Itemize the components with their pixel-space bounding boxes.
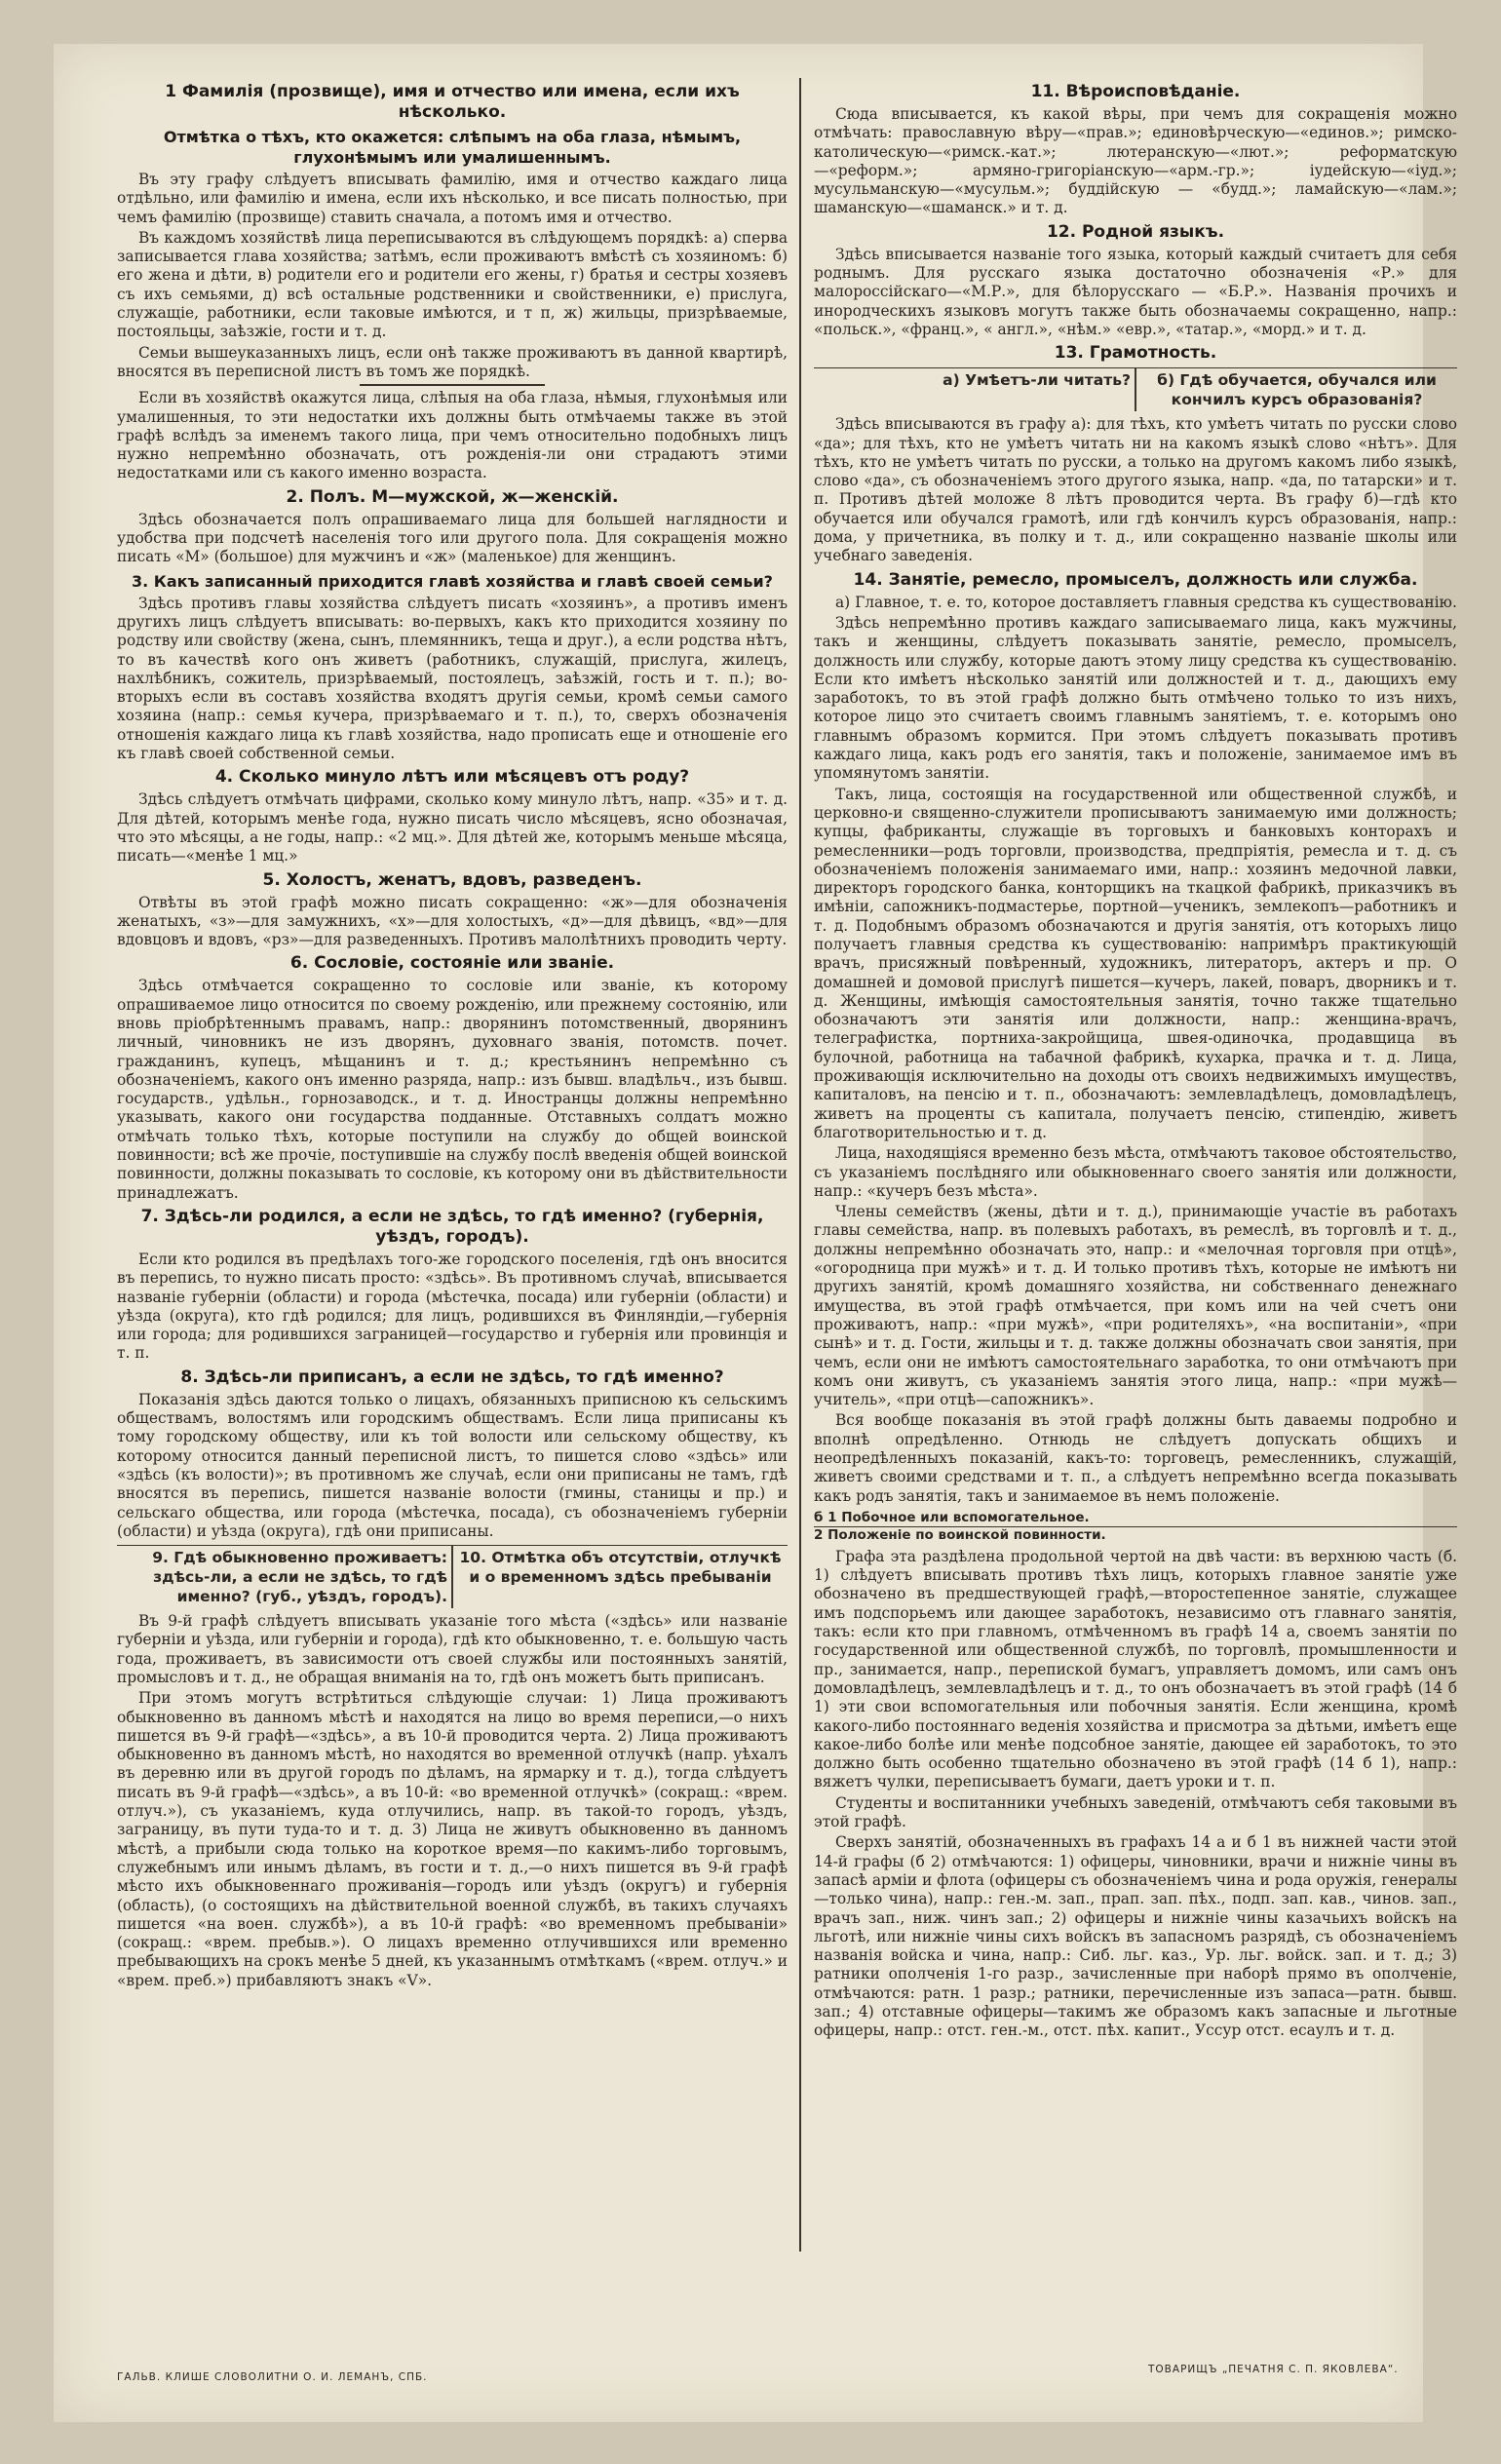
paragraph-14a: а) Главное, т. е. то, которое доставляетъ главныя средства къ существованію.	[835, 593, 1457, 611]
heading-1b: Отмѣтка о тѣхъ, кто окажется: слѣпымъ на оба глаза, нѣмымъ, глухонѣмымъ или умалишеннымъ.	[163, 128, 742, 167]
paragraph: Графа эта раздѣлена продольной чертой на двѣ части: въ верхнюю часть (б. 1) слѣдуетъ вписывать противъ тѣхъ лицъ, которыхъ главное занятіе уже обозначено въ предшествующей графѣ,—второстепенное занятіе, служащее имъ подспорьемъ или дающее заработокъ, независимо отъ главнаго занятія, такъ: если кто при главномъ, отмѣченномъ въ графѣ 14 а, своемъ занятіи по государственной или общественной службѣ, по торговлѣ, промышленности и пр., занимается, напр., перепиской бумагъ, управляетъ домомъ, или самъ онъ домовладѣлецъ, землевладѣлецъ и т. д., то онъ обозначаетъ въ этой графѣ (14 б 1) эти свои вспомогательныя или побочныя занятія. Если женщина, кромѣ какого-либо постояннаго веденія хозяйства и присмотра за дѣтьми, имѣетъ еще какое-либо болѣе или менѣе подсобное занятіе, дающее ей заработокъ, то это должно быть особенно тщательно обозначено въ этой графѣ (14 б 1), напр.: вяжетъ чулки, переписываетъ бумаги, даетъ уроки и т. п.	[814, 1547, 1457, 1791]
heading-2: 2. Полъ. М—мужской, ж—женскій.	[286, 486, 619, 507]
paragraph: Здѣсь вписываются въ графу а): для тѣхъ, кто умѣетъ читать по русски слово «да»; для тѣхъ, кто не умѣетъ читать ни на какомъ языкѣ слово «нѣтъ». Для тѣхъ, кто не умѣетъ читать по русски, а только на другомъ какомъ либо языкѣ, слово «да», съ обозначеніемъ этого другого языка, напр. «да, по татарски» и т. п. Противъ дѣтей моложе 8 лѣтъ проводится черта. Въ графу б)—гдѣ кто обучается или обучался грамотѣ, или гдѣ кончилъ курсъ образованія, напр.: дома, у причетника, въ полку и т. д., или сокращенно названіе школы или учебнаго заведенія.	[814, 415, 1457, 565]
paragraph: Здѣсь вписывается названіе того языка, который каждый считаетъ для себя роднымъ. Для русскаго языка достаточно обозначенія «Р.» для малороссійскаго—«М.Р.», для бѣлорусскаго — «Б.Р.». Названія прочихъ и инородческихъ языковъ могутъ также быть обозначаемы сокращенно, напр.: «польск.», «франц.», « англ.», «нѣм.» «евр.», «татар.», «морд.» и т. д.	[814, 245, 1457, 338]
paragraph: Сверхъ занятій, обозначенныхъ въ графахъ 14 а и б 1 въ нижней части этой 14-й графы (б 2) отмѣчаются: 1) офицеры, чиновники, врачи и нижніе чины въ запасѣ арміи и флота (офицеры съ обозначеніемъ чина и рода оружія, генералы—только чина), напр.: ген.-м. зап., прап. зап. пѣх., подп. зап. кав., чинов. зап., врачъ зап., ниж. чинъ зап.; 2) офицеры и нижніе чины казачьихъ войскъ на льготѣ, или нижніе чины сихъ войскъ въ запасномъ разрядѣ, съ обозначеніемъ названія войска и чина, напр.: Сиб. льг. каз., Ур. льг. войск. зап. и т. д.; 3) ратники ополченія 1-го разр., зачисленные при наборѣ прямо въ ополченіе, отмѣчаются: ратн. 1 разр.; ратники, перечисленные изъ запаса—ратн. бывш. зап.; 4) отставные офицеры—такимъ же образомъ какъ запасные и льготные офицеры, напр.: отст. ген.-м., отст. пѣх. капит., Уссур отст. есаулъ и т. д.	[814, 1833, 1457, 2040]
paragraph: Отвѣты въ этой графѣ можно писать сокращенно: «ж»—для обозначенія женатыхъ, «з»—для замужнихъ, «х»—для холостыхъ, «д»—для дѣвицъ, «вд»—для вдовцовъ и вдовъ, «рз»—для разведенныхъ. Противъ малолѣтнихъ проводить черту.	[117, 893, 788, 949]
paragraph: Въ каждомъ хозяйствѣ лица переписываются въ слѣдующемъ порядкѣ: а) сперва записывается глава хозяйства; затѣмъ, если проживаютъ вмѣстѣ съ хозяиномъ: б) его жена и дѣти, в) родители его и родители его жены, г) братья и сестры хозяевъ съ ихъ семьями, д) всѣ остальные родственники и свойственники, е) прислуга, служащіе, работники, если таковые имѣются, и т п, ж) жильцы, призрѣваемые, постояльцы, заѣзжіе, гости и т. д.	[117, 228, 788, 341]
paragraph: Здѣсь непремѣнно противъ каждаго записываемаго лица, какъ мужчины, такъ и женщины, слѣдуетъ показывать занятіе, ремесло, промыселъ, должность или службу, которые даютъ этому лицу средства къ существованію. Если кто имѣетъ нѣсколько занятій или должностей и т. д., дающихъ ему заработокъ, то въ этой графѣ должно быть отмѣчено только то изъ нихъ, которое лицо это считаетъ своимъ главнымъ занятіемъ, т. е. которымъ оно главнымъ образомъ кормится. При этомъ слѣдуетъ показывать противъ каждаго лица, какъ родъ его занятія, такъ и положеніе, занимаемое имъ въ упомянутомъ занятіи.	[814, 613, 1457, 783]
heading-4: 4. Сколько минуло лѣтъ или мѣсяцевъ отъ роду?	[214, 767, 690, 788]
subheadings-b	[814, 1510, 1457, 1544]
column-divider	[799, 78, 801, 2252]
paragraph: Здѣсь обозначается полъ опрашиваемаго лица для большей наглядности и удобства при подсчетѣ населенія того или другого пола. Для сокращенія можно писать «М» (большое) для мужчинъ и «ж» (маленькое) для женщинъ.	[117, 510, 788, 566]
heading-b1: б 1 Побочное или вспомогательное.	[814, 1509, 1090, 1525]
heading-9: 9. Гдѣ обыкновенно проживаетъ: здѣсь-ли, а если не здѣсь, то гдѣ именно? (губ., уѣздъ, городъ).	[117, 1546, 453, 1608]
heading-13: 13. Грамотность.	[1054, 343, 1217, 364]
heading-11: 11. Вѣроисповѣданіе.	[1030, 82, 1241, 101]
heading-1: 1 Фамилія (прозвище), имя и отчество или имена, если ихъ нѣсколько.	[165, 82, 740, 122]
paragraph: Семьи вышеуказанныхъ лицъ, если онѣ также проживаютъ въ данной квартирѣ, вносятся въ переписной листъ въ томъ же порядкѣ.	[117, 343, 788, 380]
heading-14: 14. Занятіе, ремесло, промыселъ, должность или служба.	[853, 569, 1418, 590]
heading-12: 12. Родной языкъ.	[1046, 221, 1225, 242]
paragraph: Въ эту графу слѣдуетъ вписывать фамилію, имя и отчество каждаго лица отдѣльно, или фамилію и имена, если ихъ нѣсколько, и все писать полностью, при чемъ фамилію (прозвище) ставить сначала, а потомъ имя и отчество.	[117, 171, 788, 226]
heading-5: 5. Холостъ, женатъ, вдовъ, разведенъ.	[262, 869, 642, 890]
paragraph: Здѣсь противъ главы хозяйства слѣдуетъ писать «хозяинъ», а противъ именъ другихъ лицъ слѣдуетъ вписывать: во-первыхъ, какъ кто приходится хозяину по родству или свойству (жена, сынъ, племянникъ, теща и друг.), а если родства нѣтъ, то въ качествѣ кого онъ живетъ (работникъ, служащій, прислуга, жилецъ, нахлѣбникъ, сожитель, призрѣваемый, постоялецъ, заѣзжій, гость и т. п.); во-вторыхъ если въ составъ хозяйства входятъ другія семьи, кромѣ семьи самого хозяина (напр.: семья кучера, призрѣваемаго и т. п.), то, сверхъ обозначенія отношенія каждаго лица къ главѣ хозяйства, надо прописать еще и отношеніе его къ главѣ своей собственной семьи.	[117, 594, 788, 763]
paragraph: Студенты и воспитанники учебныхъ заведеній, отмѣчаютъ себя таковыми въ этой графѣ.	[814, 1793, 1457, 1831]
paragraph: Здѣсь отмѣчается сокращенно то сословіе или званіе, къ которому опрашиваемое лицо относится по своему рожденію, или прежнему состоянію, или вновь пріобрѣтеннымъ правамъ, напр.: дворянинъ потомственный, дворянинъ личный, чиновникъ не изъ дворянъ, духовнаго званія, потомств. почет. гражданинъ, купецъ, мѣщанинъ и т. д.; крестьянинъ непремѣнно съ обозначеніемъ, какого онъ именно разряда, напр.: изъ бывш. владѣльч., изъ бывш. государств., удѣльн., горнозаводск., и т. д. Иностранцы должны непремѣнно указывать, какого они государства подданные. Отставныхъ солдатъ можно отмѣчать только тѣхъ, которые поступили на службу до общей воинской повинности; всѣ же прочіе, поступившіе на службу послѣ введенія общей воинской повинности, должны показывать то сословіе, къ которому они въ дѣйствительности принадлежатъ.	[117, 977, 788, 1202]
printer-credit-right: ТОВАРИЩЪ „ПЕЧАТНЯ С. П. ЯКОВЛЕВА“.	[1148, 2364, 1399, 2375]
columns-9-10-heading	[117, 1545, 788, 1608]
section-rule	[360, 384, 545, 386]
heading-6: 6. Сословіе, состояніе или званіе.	[289, 953, 615, 974]
heading-b2: 2 Положеніе по воинской повинности.	[814, 1526, 1457, 1544]
paragraph: Если кто родился въ предѣлахъ того-же городского поселенія, гдѣ онъ вносится въ перепись, то нужно писать просто: «здѣсь». Въ противномъ случаѣ, вписывается названіе губерніи (области) и города (мѣстечка, посада) или губерніи (области) и уѣзда (округа), кто гдѣ родился; для лицъ, родившихся въ Финляндіи,—губернія или города; для родившихся заграницей—государство и губернія или провинція и т. п.	[117, 1250, 788, 1363]
heading-3: 3. Какъ записанный приходится главѣ хозяйства и главѣ своей семьи?	[132, 571, 773, 591]
heading-10: 10. Отмѣтка объ отсутствіи, отлучкѣ и о временномъ здѣсь пребываніи	[459, 1549, 782, 1587]
right-column	[814, 78, 1457, 2043]
heading-8: 8. Здѣсь-ли приписанъ, а если не здѣсь, то гдѣ именно?	[180, 1367, 724, 1387]
heading-7: 7. Здѣсь-ли родился, а если не здѣсь, то гдѣ именно? (губернія, уѣздъ, городъ).	[140, 1206, 764, 1247]
literacy-subheading	[814, 367, 1457, 411]
paragraph: Сюда вписывается, къ какой вѣры, при чемъ для сокращенія можно отмѣчать: православную вѣру—«прав.»; единовѣрческую—«единов.»; римско-католическую—«римск.-кат.»; лютеранскую—«лют.»; реформатскую—«реформ.»; армяно-григоріанскую—«арм.-гр.»; іудейскую—«іуд.»; мусульманскую—«мусульм.»; буддійскую — «будд.»; ламайскую—«лам.»; шаманскую—«шаманск.» и т. д.	[814, 105, 1457, 217]
heading-13a: а) Умѣетъ-ли читать?	[814, 368, 1136, 411]
paragraph: Лица, находящіяся временно безъ мѣста, отмѣчаютъ таковое обстоятельство, съ указаніемъ послѣдняго или обыкновеннаго своего занятія или должности, напр.: «кучеръ безъ мѣста».	[814, 1144, 1457, 1200]
paragraph: Члены семействъ (жены, дѣти и т. д.), принимающіе участіе въ работахъ главы семейства, напр. въ полевыхъ работахъ, въ ремеслѣ, въ торговлѣ и т. д., должны непремѣнно обозначать это, напр.: и «мелочная торговля при отцѣ», «огородница при мужѣ» и т. д. И только противъ тѣхъ, которые не имѣютъ ни другихъ занятій, кромѣ домашняго хозяйства, ни собственнаго денежнаго имущества, въ этой графѣ отмѣчается, при комъ или на чей счетъ они проживаютъ, напр.: «при мужѣ», «при родителяхъ», «на воспитаніи», «при сынѣ» и т. д. Гости, жильцы и т. д. также должны обозначать свои занятія, при чемъ, если они не имѣютъ самостоятельнаго заработка, то они отмѣчаютъ при комъ они живутъ, съ указаніемъ занятія этого лица, напр.: «при мужѣ—учитель», «при отцѣ—сапожникъ».	[814, 1203, 1457, 1409]
printer-credit-left: ГАЛЬВ. КЛИШЕ СЛОВОЛИТНИ О. И. ЛЕМАНЪ, СПБ.	[117, 2371, 428, 2383]
paragraph: Въ 9-й графѣ слѣдуетъ вписывать указаніе того мѣста («здѣсь» или названіе губерніи и уѣзда, или губерніи и города), гдѣ кто обыкновенно, т. е. большую часть года, проживаетъ, въ зависимости отъ своей службы или постоянныхъ занятій, промысловъ и т. д., не обращая вниманія на то, гдѣ онъ можетъ быть приписанъ.	[117, 1612, 788, 1686]
heading-13b: б) Гдѣ обучается, обучался или кончилъ курсъ образованія?	[1157, 371, 1437, 409]
left-column	[117, 78, 788, 1992]
paragraph: Если въ хозяйствѣ окажутся лица, слѣпыя на оба глаза, нѣмыя, глухонѣмыя или умалишенныя, то эти недостатки ихъ должны быть отмѣчаемы также въ этой графѣ вслѣдъ за именемъ такого лица, при чемъ относительно подобныхъ лицъ нужно непремѣнно обозначать, отъ рожденія-ли они страдаютъ этими недостатками или съ какого именно возраста.	[117, 389, 788, 482]
paragraph: Показанія здѣсь даются только о лицахъ, обязанныхъ приписною къ сельскимъ обществамъ, волостямъ или городскимъ обществамъ. Если лица приписаны къ тому городскому обществу, или къ той волости или сельскому обществу, къ которому относится данный переписной листъ, то пишется слово «здѣсь» или «здѣсь (къ волости)»; въ противномъ же случаѣ, если они приписаны не тамъ, гдѣ вносятся въ перепись, пишется названіе волости (гмины, станицы и пр.) и сельскаго общества, или города (мѣстечка, посада), съ обозначеніемъ губерніи (области) и уѣзда (округа), гдѣ они приписаны.	[117, 1390, 788, 1540]
paragraph: Такъ, лица, состоящія на государственной или общественной службѣ, и церковно-и священно-служители прописываютъ занимаемую ими должность; купцы, фабриканты, служащіе въ торговыхъ и банковыхъ конторахъ и ремесленники—родъ торговли, производства, предпріятія, ремесла и т. д. съ обозначеніемъ положенія занимаемаго ими, напр.: хозяинъ медочной лавки, директоръ городского банка, конторщикъ на ткацкой фабрикѣ, приказчикъ въ имѣніи, сапожникъ-подмастерье, портной—ученикъ, землекопъ—работникъ и т. д. Подобнымъ образомъ обозначаются и другія занятія, отъ которыхъ лицо получаетъ главныя средства къ существованію: напримѣръ практикующій врачъ, присяжный повѣренный, художникъ, литераторъ, актеръ и пр. О домашней и домовой прислугѣ пишется—кучеръ, лакей, поваръ, дворникъ и т. д. Женщины, имѣющія самостоятельныя занятія, точно также тщательно обозначаютъ эти занятія или должности, напр.: женщина-врачъ, телеграфистка, портниха-закройщица, швея-одиночка, продавщица въ булочной, работница на табачной фабрикѣ, кухарка, прачка и т. д. Лица, проживающія исключительно на доходы отъ своихъ недвижимыхъ имуществъ, капиталовъ, на пенсію и т. п., обозначаютъ: землевладѣлецъ, домовладѣлецъ, живетъ на проценты съ капитала, получаетъ пенсію, стипендію, живетъ благотворительностью и т. д.	[814, 785, 1457, 1141]
paragraph: Здѣсь слѣдуетъ отмѣчать цифрами, сколько кому минуло лѣтъ, напр. «35» и т. д. Для дѣтей, которымъ менѣе года, нужно писать число мѣсяцевъ, ясно обозначая, что это мѣсяцы, а не годы, напр.: «2 мц.». Для дѣтей же, которымъ меньше мѣсяца, писать—«менѣе 1 мц.»	[117, 790, 788, 866]
paragraph: Вся вообще показанія въ этой графѣ должны быть даваемы подробно и вполнѣ опредѣленно. Отнюдь не слѣдуетъ допускать общихъ и неопредѣленныхъ показаній, какъ-то: торговецъ, ремесленникъ, служащій, живетъ своими средствами и т. п., а слѣдуетъ непремѣнно всегда показывать какъ родъ занятія, такъ и занимаемое въ немъ положеніе.	[814, 1411, 1457, 1505]
paragraph: При этомъ могутъ встрѣтиться слѣдующіе случаи: 1) Лица проживаютъ обыкновенно въ данномъ мѣстѣ и находятся на лицо во время переписи,—о нихъ пишется въ 9-й графѣ—«здѣсь», а въ 10-й проводится черта. 2) Лица проживаютъ обыкновенно въ данномъ мѣстѣ, но находятся во временной отлучкѣ (напр. уѣхалъ въ деревню или въ другой городъ по дѣламъ, на ярмарку и т. д.), тогда слѣдуетъ писать въ 9-й графѣ—«здѣсь», а въ 10-й: «во временной отлучкѣ» (сокращ.: «врем. отлуч.»), съ указаніемъ, куда отлучились, напр. въ такой-то городъ, уѣздъ, заграницу, въ пути туда-то и т. д. 3) Лица не живутъ обыкновенно въ данномъ мѣстѣ, а прибыли сюда только на короткое время—по какимъ-либо торговымъ, служебнымъ или инымъ дѣламъ, въ гости и т. д.,—о нихъ пишется въ 9-й графѣ мѣсто ихъ обыкновеннаго проживанія—городъ или уѣздъ (округъ) и губернія (область), (о состоящихъ на дѣйствительной военной службѣ, въ такихъ случаяхъ пишется «на воен. службѣ»), а въ 10-й графѣ: «во временномъ пребываніи» (сокращ.: «врем. пребыв.»). О лицахъ временно отлучившихся или временно пребывающихъ на срокъ менѣе 5 дней, къ указаннымъ отмѣткамъ («врем. отлуч.» и «врем. преб.») прибавляютъ знакъ «V».	[117, 1689, 788, 1989]
